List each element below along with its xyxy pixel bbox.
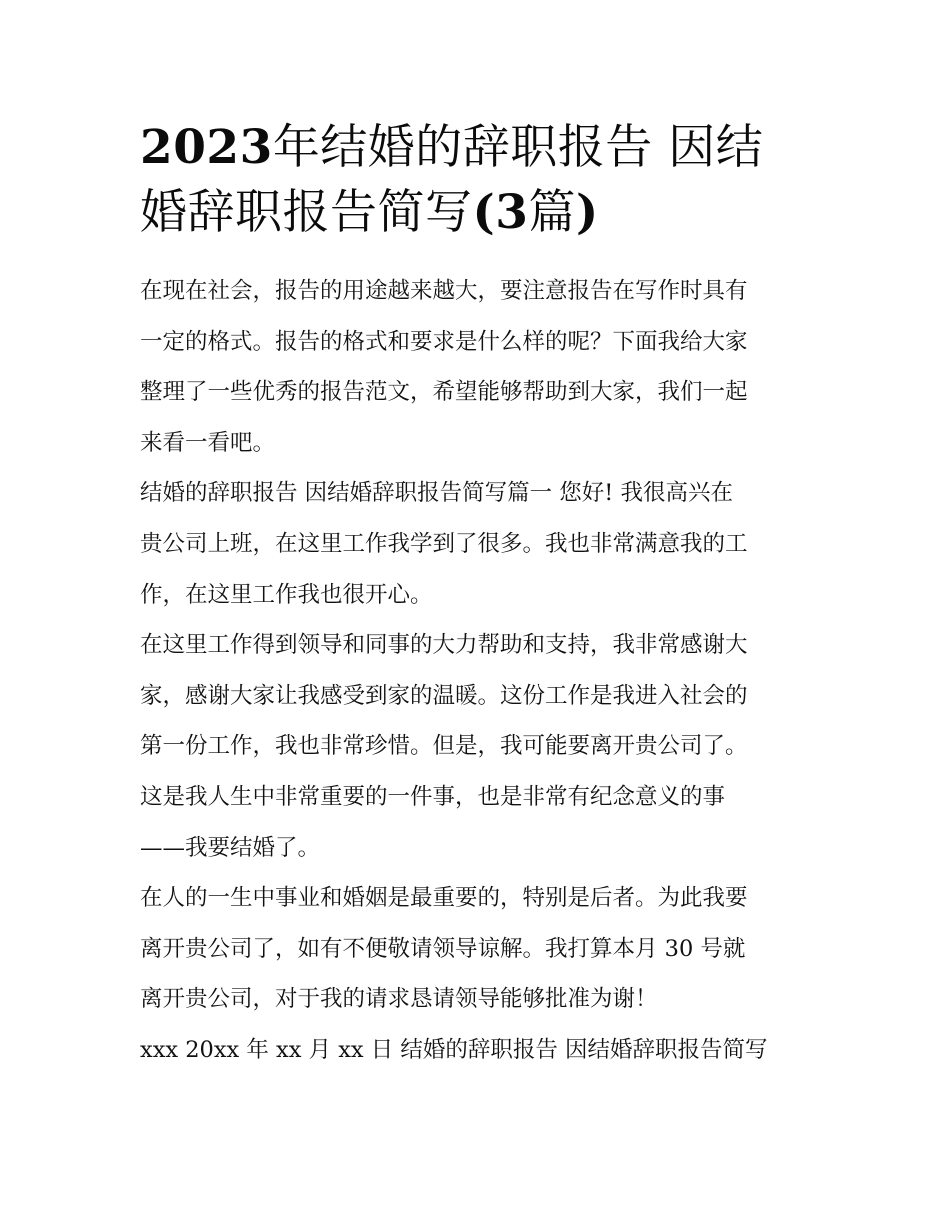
body-line: 结婚的辞职报告 因结婚辞职报告简写篇一 您好! 我很高兴在 xyxy=(140,480,733,507)
title-count: (3 xyxy=(472,185,529,240)
body-line: 来看一看吧。 xyxy=(140,429,276,456)
document-body xyxy=(140,266,815,1076)
body-line: 在现在社会，报告的用途越来越大，要注意报告在写作时具有 xyxy=(140,278,748,304)
title-line-1 xyxy=(140,115,815,180)
title-count-unit: 篇 xyxy=(528,185,576,240)
title-close-paren: ) xyxy=(575,185,599,240)
document-content xyxy=(140,115,815,1076)
body-line: xxx 20xx 年 xx 月 xx 日 结婚的辞职报告 因结婚辞职报告简写 xyxy=(140,1036,768,1063)
body-line: ——我要结婚了。 xyxy=(140,834,321,861)
document-title xyxy=(140,115,815,245)
title-line-1-text: 年结婚的辞职报告 因结 xyxy=(272,120,764,175)
body-line: 第一份工作，我也非常珍惜。但是，我可能要离开贵公司了。 xyxy=(140,733,748,760)
body-line: 离开贵公司了，如有不便敬请领导谅解。我打算本月 30 号就 xyxy=(140,935,746,962)
body-line: 在人的一生中事业和婚姻是最重要的，特别是后者。为此我要 xyxy=(140,885,748,912)
title-line-2 xyxy=(140,180,815,245)
body-line: 家，感谢大家让我感受到家的温暖。这份工作是我进入社会的 xyxy=(140,682,748,709)
body-line: 离开贵公司，对于我的请求恳请领导能够批准为谢！ xyxy=(140,986,658,1013)
body-line: 作，在这里工作我也很开心。 xyxy=(140,581,433,608)
body-line: 一定的格式。报告的格式和要求是什么样的呢？下面我给大家 xyxy=(140,328,748,355)
title-line-2-text: 婚辞职报告简写 xyxy=(140,185,473,240)
body-line: 这是我人生中非常重要的一件事，也是非常有纪念意义的事 xyxy=(140,783,726,810)
title-year: 2023 xyxy=(140,120,273,175)
body-line: 贵公司上班，在这里工作我学到了很多。我也非常满意我的工 xyxy=(140,530,748,557)
body-line: 整理了一些优秀的报告范文，希望能够帮助到大家，我们一起 xyxy=(140,379,748,406)
body-line: 在这里工作得到领导和同事的大力帮助和支持，我非常感谢大 xyxy=(140,632,748,659)
